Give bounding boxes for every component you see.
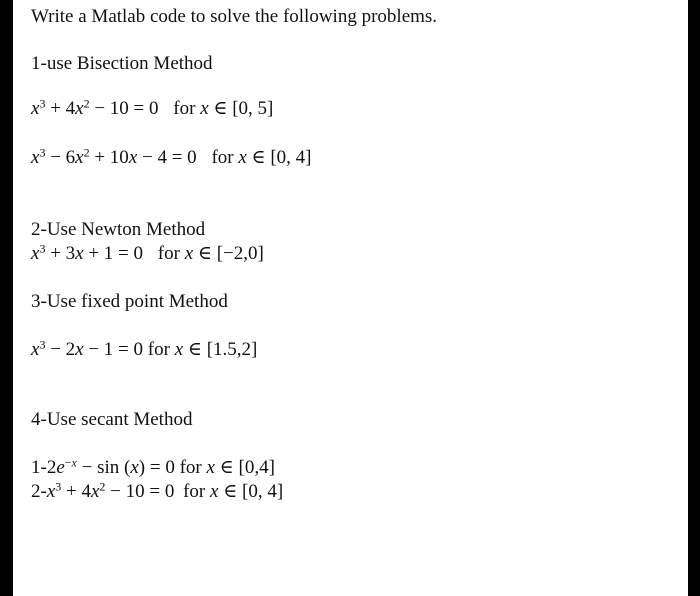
heading: Write a Matlab code to solve the following problems. — [31, 6, 438, 27]
for-word: for — [211, 147, 234, 168]
element-of-symbol: ∈ — [223, 481, 238, 502]
newton-equation-1: $x^3 + 3x + 1 = 0$ for x ∈ [−2,0] — [31, 241, 264, 264]
fixed-point-interval-1: [1.5,2] — [206, 339, 258, 360]
element-of-symbol: ∈ — [213, 98, 228, 119]
fixed-point-equation-1: $x^3 - 2x - 1 = 0$ for x ∈ [1.5,2] — [31, 337, 258, 360]
for-word: for — [157, 243, 180, 264]
for-word: for — [147, 339, 170, 360]
fixed-point-title: 3-Use fixed point Method — [31, 291, 228, 312]
for-word: for — [179, 457, 202, 478]
bisection-interval-1: [0, 5] — [232, 98, 274, 119]
element-of-symbol: ∈ — [219, 457, 234, 478]
element-of-symbol: ∈ — [187, 339, 202, 360]
newton-title: 2-Use Newton Method — [31, 219, 206, 240]
secant-title: 4-Use secant Method — [31, 409, 193, 430]
bisection-title: 1-use Bisection Method — [31, 53, 213, 74]
secant-interval-2: [0, 4] — [242, 481, 284, 502]
secant-equation-1: $1-2e^{-x} - \sin (x) = 0$ for x ∈ [0,4] — [31, 455, 275, 478]
bisection-equation-1: $x^3 + 4x^2 - 10 = 0$ for x ∈ [0, 5] — [31, 96, 274, 119]
element-of-symbol: ∈ — [197, 243, 212, 264]
document-page — [13, 0, 688, 596]
element-of-symbol: ∈ — [251, 147, 266, 168]
bisection-equation-2: $x^3 - 6x^2 + 10x - 4 = 0$ for x ∈ [0, 4] — [31, 145, 312, 168]
secant-prefix-2: 2- — [31, 481, 47, 502]
newton-interval-1: [−2,0] — [216, 243, 264, 264]
for-word: for — [173, 98, 196, 119]
bisection-interval-2: [0, 4] — [270, 147, 312, 168]
secant-equation-2: $2-x^3 + 4x^2 - 10 = 0$ for x ∈ [0, 4] — [31, 479, 284, 502]
for-word: for — [183, 481, 206, 502]
secant-interval-1: [0,4] — [238, 457, 275, 478]
secant-prefix-1: 1- — [31, 457, 47, 478]
